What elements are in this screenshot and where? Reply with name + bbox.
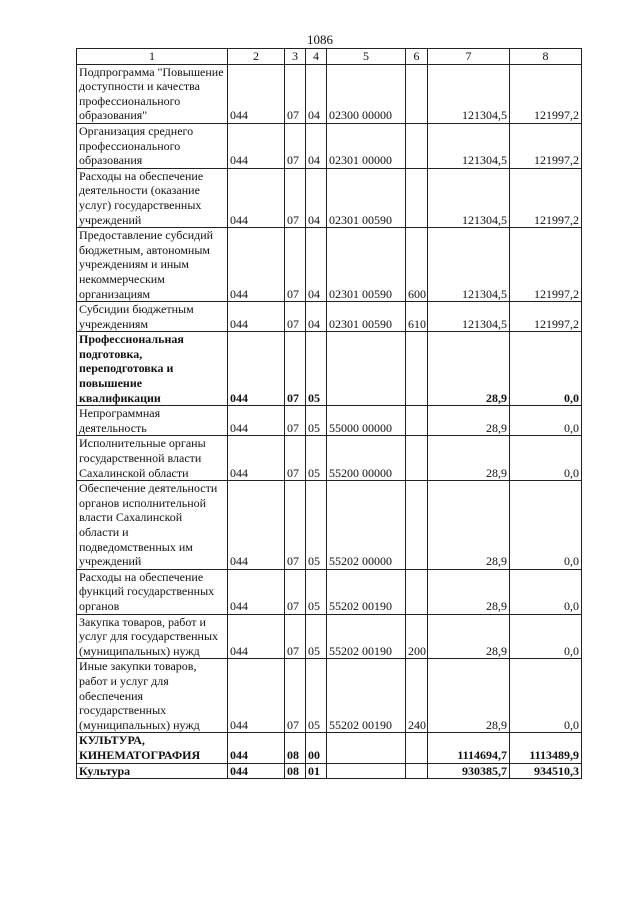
table-row [77, 733, 582, 763]
amount-col7-cell: 28,9 [428, 332, 510, 406]
subsection-code-cell: 04 [306, 123, 327, 168]
amount-col8-cell: 121997,2 [510, 228, 582, 302]
section-code-cell: 07 [285, 659, 306, 733]
ved-code-cell: 044 [228, 436, 285, 481]
column-header: 6 [406, 49, 428, 65]
expense-type-cell [406, 64, 428, 123]
header-row [77, 49, 582, 65]
column-header: 5 [327, 49, 406, 65]
section-code-cell: 07 [285, 168, 306, 227]
ved-code-cell: 044 [228, 481, 285, 570]
amount-col8-cell: 121997,2 [510, 123, 582, 168]
target-article-cell: 02301 00590 [327, 302, 406, 332]
section-code-cell: 07 [285, 481, 306, 570]
budget-table [76, 48, 582, 779]
table-row [77, 64, 582, 123]
row-name-cell: Предоставление субсидий бюджетным, автономным учреждениям и иным некоммерческим организациям [77, 228, 228, 302]
ved-code-cell: 044 [228, 168, 285, 227]
target-article-cell: 55202 00190 [327, 614, 406, 659]
expense-type-cell [406, 332, 428, 406]
amount-col8-cell: 121997,2 [510, 168, 582, 227]
table-row [77, 332, 582, 406]
expense-type-cell [406, 733, 428, 763]
expense-type-cell [406, 569, 428, 614]
section-code-cell: 07 [285, 406, 306, 436]
table-row [77, 481, 582, 570]
amount-col8-cell: 0,0 [510, 481, 582, 570]
row-name-cell: Профессиональная подготовка, переподготовка и повышение квалификации [77, 332, 228, 406]
target-article-cell: 02300 00000 [327, 64, 406, 123]
amount-col7-cell: 121304,5 [428, 228, 510, 302]
amount-col7-cell: 28,9 [428, 436, 510, 481]
amount-col8-cell: 0,0 [510, 659, 582, 733]
target-article-cell: 02301 00000 [327, 123, 406, 168]
target-article-cell: 02301 00590 [327, 228, 406, 302]
subsection-code-cell: 00 [306, 733, 327, 763]
amount-col7-cell: 28,9 [428, 569, 510, 614]
expense-type-cell: 240 [406, 659, 428, 733]
table-row [77, 168, 582, 227]
amount-col7-cell: 121304,5 [428, 64, 510, 123]
amount-col8-cell: 121997,2 [510, 302, 582, 332]
expense-type-cell: 200 [406, 614, 428, 659]
amount-col8-cell: 934510,3 [510, 763, 582, 779]
target-article-cell [327, 733, 406, 763]
table-row [77, 436, 582, 481]
page-number: 1086 [307, 32, 333, 47]
ved-code-cell: 044 [228, 763, 285, 779]
amount-col7-cell: 28,9 [428, 481, 510, 570]
section-code-cell: 07 [285, 614, 306, 659]
subsection-code-cell: 05 [306, 332, 327, 406]
section-code-cell: 07 [285, 228, 306, 302]
expense-type-cell: 610 [406, 302, 428, 332]
expense-type-cell [406, 123, 428, 168]
subsection-code-cell: 04 [306, 168, 327, 227]
row-name-cell: Подпрограмма "Повышение доступности и качества профессионального образования" [77, 64, 228, 123]
column-header: 7 [428, 49, 510, 65]
subsection-code-cell: 05 [306, 406, 327, 436]
subsection-code-cell: 04 [306, 64, 327, 123]
ved-code-cell: 044 [228, 123, 285, 168]
section-code-cell: 07 [285, 569, 306, 614]
column-header: 2 [228, 49, 285, 65]
amount-col7-cell: 930385,7 [428, 763, 510, 779]
amount-col8-cell: 0,0 [510, 614, 582, 659]
amount-col8-cell: 0,0 [510, 406, 582, 436]
table-row [77, 123, 582, 168]
ved-code-cell: 044 [228, 64, 285, 123]
row-name-cell: Закупка товаров, работ и услуг для государственных (муниципальных) нужд [77, 614, 228, 659]
column-header: 3 [285, 49, 306, 65]
subsection-code-cell: 05 [306, 659, 327, 733]
row-name-cell: Обеспечение деятельности органов исполнительной власти Сахалинской области и подведомственных им учреждений [77, 481, 228, 570]
amount-col7-cell: 28,9 [428, 659, 510, 733]
amount-col7-cell: 28,9 [428, 406, 510, 436]
row-name-cell: Субсидии бюджетным учреждениям [77, 302, 228, 332]
row-name-cell: Иные закупки товаров, работ и услуг для обеспечения государственных (муниципальных) нужд [77, 659, 228, 733]
table-body [77, 64, 582, 779]
expense-type-cell: 600 [406, 228, 428, 302]
amount-col8-cell: 121997,2 [510, 64, 582, 123]
target-article-cell: 55202 00190 [327, 569, 406, 614]
expense-type-cell [406, 436, 428, 481]
amount-col8-cell: 1113489,9 [510, 733, 582, 763]
amount-col7-cell: 121304,5 [428, 302, 510, 332]
row-name-cell: Расходы на обеспечение деятельности (оказание услуг) государственных учреждений [77, 168, 228, 227]
section-code-cell: 07 [285, 123, 306, 168]
section-code-cell: 07 [285, 332, 306, 406]
section-code-cell: 07 [285, 302, 306, 332]
ved-code-cell: 044 [228, 332, 285, 406]
ved-code-cell: 044 [228, 614, 285, 659]
amount-col7-cell: 28,9 [428, 614, 510, 659]
ved-code-cell: 044 [228, 406, 285, 436]
amount-col7-cell: 121304,5 [428, 168, 510, 227]
target-article-cell: 55202 00190 [327, 659, 406, 733]
subsection-code-cell: 05 [306, 436, 327, 481]
section-code-cell: 08 [285, 763, 306, 779]
target-article-cell: 55200 00000 [327, 436, 406, 481]
table-row [77, 406, 582, 436]
section-code-cell: 07 [285, 64, 306, 123]
target-article-cell: 55000 00000 [327, 406, 406, 436]
amount-col8-cell: 0,0 [510, 332, 582, 406]
amount-col7-cell: 121304,5 [428, 123, 510, 168]
amount-col8-cell: 0,0 [510, 436, 582, 481]
row-name-cell: Непрограммная деятельность [77, 406, 228, 436]
row-name-cell: Организация среднего профессионального образования [77, 123, 228, 168]
target-article-cell [327, 332, 406, 406]
subsection-code-cell: 05 [306, 569, 327, 614]
table-row [77, 302, 582, 332]
target-article-cell: 02301 00590 [327, 168, 406, 227]
subsection-code-cell: 04 [306, 302, 327, 332]
expense-type-cell [406, 481, 428, 570]
expense-type-cell [406, 763, 428, 779]
column-header: 8 [510, 49, 582, 65]
target-article-cell: 55202 00000 [327, 481, 406, 570]
ved-code-cell: 044 [228, 659, 285, 733]
target-article-cell [327, 763, 406, 779]
ved-code-cell: 044 [228, 228, 285, 302]
subsection-code-cell: 04 [306, 228, 327, 302]
expense-type-cell [406, 406, 428, 436]
row-name-cell: КУЛЬТУРА, КИНЕМАТОГРАФИЯ [77, 733, 228, 763]
table-row [77, 569, 582, 614]
row-name-cell: Культура [77, 763, 228, 779]
subsection-code-cell: 01 [306, 763, 327, 779]
expense-type-cell [406, 168, 428, 227]
table-row [77, 228, 582, 302]
amount-col7-cell: 1114694,7 [428, 733, 510, 763]
table-row [77, 614, 582, 659]
section-code-cell: 08 [285, 733, 306, 763]
subsection-code-cell: 05 [306, 614, 327, 659]
column-header: 1 [77, 49, 228, 65]
section-code-cell: 07 [285, 436, 306, 481]
ved-code-cell: 044 [228, 569, 285, 614]
table-row [77, 659, 582, 733]
subsection-code-cell: 05 [306, 481, 327, 570]
column-header: 4 [306, 49, 327, 65]
row-name-cell: Исполнительные органы государственной власти Сахалинской области [77, 436, 228, 481]
table-row [77, 763, 582, 779]
amount-col8-cell: 0,0 [510, 569, 582, 614]
ved-code-cell: 044 [228, 302, 285, 332]
row-name-cell: Расходы на обеспечение функций государственных органов [77, 569, 228, 614]
ved-code-cell: 044 [228, 733, 285, 763]
